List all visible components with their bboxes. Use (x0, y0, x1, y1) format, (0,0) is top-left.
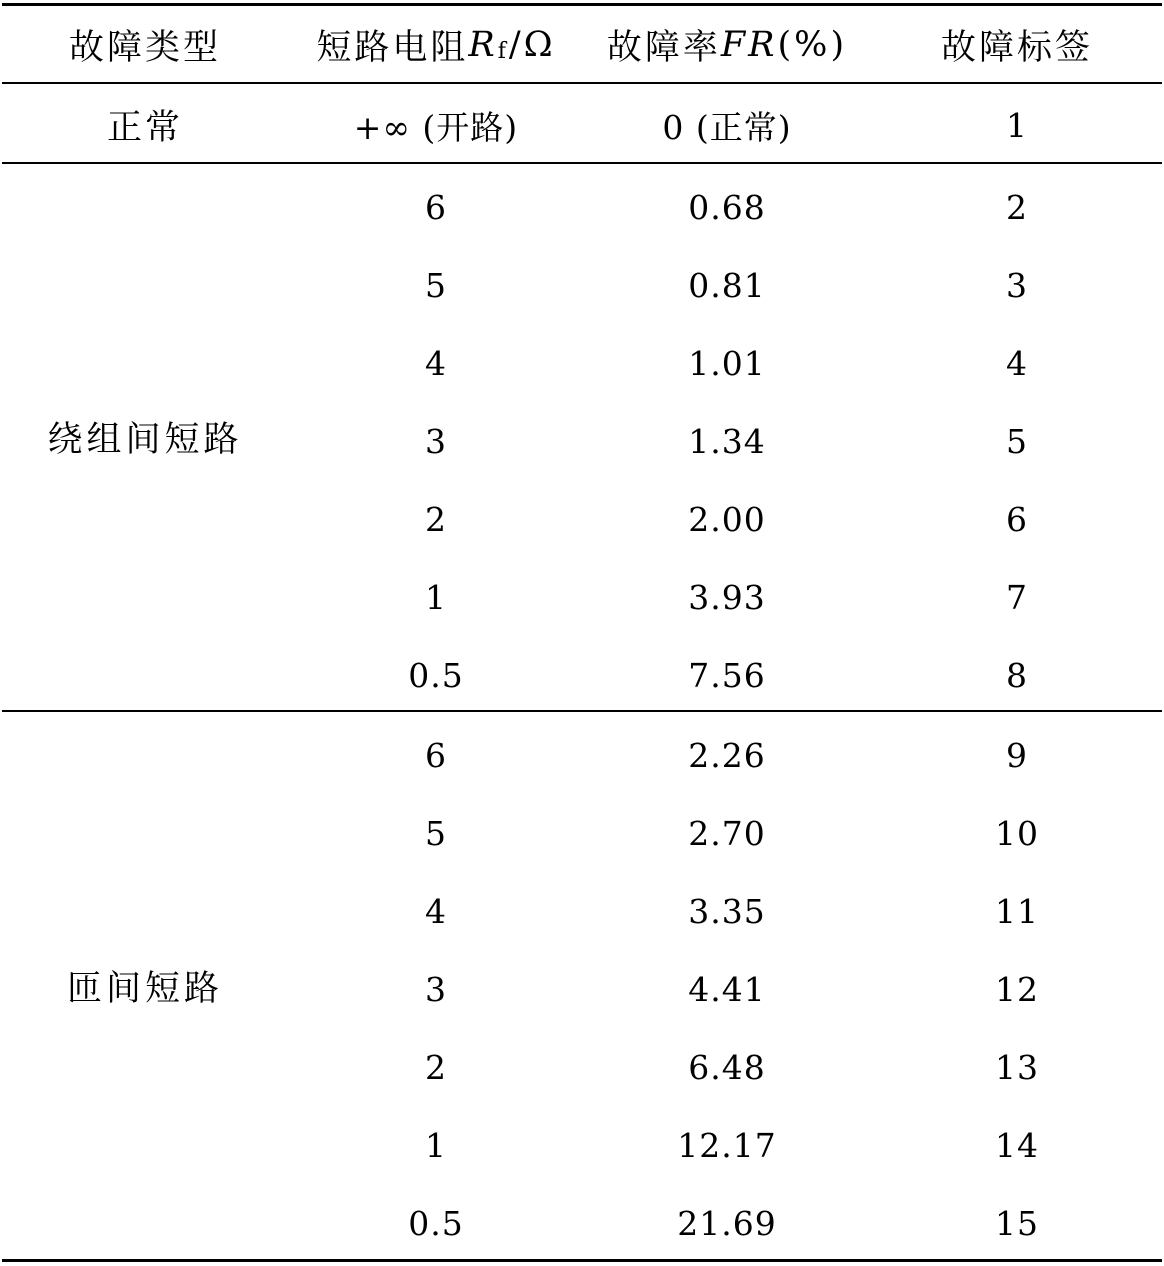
header-resistance-text: 短路电阻 (316, 28, 469, 68)
cell-text: 12.17 (677, 1125, 777, 1165)
header-fault-type (0, 6, 290, 84)
cell-text: 10 (995, 813, 1039, 853)
cell-text: 6 (425, 735, 447, 775)
group-label-turn-short (0, 712, 290, 1259)
g2-row1-label (872, 716, 1162, 794)
g1-row5-rate (582, 480, 872, 558)
cell-text: 1.01 (688, 343, 766, 383)
cell-text: 0.5 (408, 1203, 464, 1243)
cell-text: 0.68 (688, 187, 766, 227)
header-fault-type-text: 故障类型 (68, 28, 221, 68)
header-resistance-subscript: f (497, 38, 509, 64)
g2-row7-rate (582, 1184, 872, 1262)
normal-row-rate-text: 0 (正常) (662, 107, 792, 147)
cell-text: 4 (1006, 343, 1028, 383)
cell-text: 6 (425, 187, 447, 227)
cell-text: 3 (425, 969, 447, 1009)
g2-row3-rate (582, 872, 872, 950)
g1-row2-label (872, 246, 1162, 324)
g2-row5-resistance (290, 1028, 582, 1106)
cell-text: 5 (425, 265, 447, 305)
cell-text: 2 (1006, 187, 1028, 227)
cell-text: 6 (1006, 499, 1028, 539)
g2-row4-rate (582, 950, 872, 1028)
g1-row6-resistance (290, 558, 582, 636)
g1-row3-rate (582, 324, 872, 402)
cell-text: 21.69 (677, 1203, 777, 1243)
cell-text: 2 (425, 1047, 447, 1087)
g1-row5-resistance (290, 480, 582, 558)
normal-row-resistance (290, 86, 582, 164)
g2-row4-label (872, 950, 1162, 1028)
g2-row6-rate (582, 1106, 872, 1184)
normal-row-label (872, 86, 1162, 164)
header-rate-unit: (%) (777, 25, 848, 65)
cell-text: 7 (1006, 577, 1028, 617)
g2-row6-resistance (290, 1106, 582, 1184)
cell-text: 0.81 (688, 265, 766, 305)
cell-text: 3 (1006, 265, 1028, 305)
cell-text: 3 (425, 421, 447, 461)
cell-text: 1.34 (688, 421, 766, 461)
g2-row1-rate (582, 716, 872, 794)
cell-text: 15 (995, 1203, 1039, 1243)
header-rate-text: 故障率 (606, 28, 721, 68)
cell-text: 4 (425, 891, 447, 931)
cell-text: 2.26 (688, 735, 766, 775)
g1-row4-rate (582, 402, 872, 480)
g1-row1-label (872, 168, 1162, 246)
g1-row6-rate (582, 558, 872, 636)
g1-row2-rate (582, 246, 872, 324)
cell-text: 9 (1006, 735, 1028, 775)
normal-row-rate (582, 86, 872, 164)
cell-text: 5 (425, 813, 447, 853)
cell-text: 8 (1006, 655, 1028, 695)
g1-row6-label (872, 558, 1162, 636)
header-fault-label (872, 6, 1162, 84)
cell-text: 6.48 (688, 1047, 766, 1087)
cell-text: 11 (995, 891, 1039, 931)
g2-row1-resistance (290, 716, 582, 794)
cell-text: 5 (1006, 421, 1028, 461)
header-fault-rate (582, 6, 872, 84)
cell-text: 4.41 (688, 969, 766, 1009)
header-fault-label-text: 故障标签 (940, 28, 1093, 68)
normal-row-label-text: 1 (1006, 105, 1028, 145)
cell-text: 0.5 (408, 655, 464, 695)
g2-row5-label (872, 1028, 1162, 1106)
g2-row3-label (872, 872, 1162, 950)
g1-row1-resistance (290, 168, 582, 246)
g1-row4-label (872, 402, 1162, 480)
header-short-resistance (290, 6, 582, 84)
cell-text: 1 (425, 577, 447, 617)
g2-row7-label (872, 1184, 1162, 1262)
group-label-winding-short (0, 164, 290, 710)
g1-row3-label (872, 324, 1162, 402)
g1-row7-label (872, 636, 1162, 714)
g1-row7-resistance (290, 636, 582, 714)
g2-row6-label (872, 1106, 1162, 1184)
g2-row3-resistance (290, 872, 582, 950)
header-rate-symbol: FR (720, 25, 778, 65)
g2-row2-resistance (290, 794, 582, 872)
normal-row-type (0, 86, 290, 164)
cell-text: 1 (425, 1125, 447, 1165)
cell-text: 13 (995, 1047, 1039, 1087)
normal-row-type-text: 正常 (106, 108, 183, 148)
g1-row5-label (872, 480, 1162, 558)
g2-row5-rate (582, 1028, 872, 1106)
g1-row4-resistance (290, 402, 582, 480)
group-label-turn-short-text: 匝间短路 (66, 968, 223, 1009)
cell-text: 2.70 (688, 813, 766, 853)
cell-text: 2 (425, 499, 447, 539)
cell-text: 7.56 (688, 655, 766, 695)
cell-text: 3.35 (688, 891, 766, 931)
g1-row1-rate (582, 168, 872, 246)
g2-row2-label (872, 794, 1162, 872)
g2-row7-resistance (290, 1184, 582, 1262)
g1-row2-resistance (290, 246, 582, 324)
g1-row7-rate (582, 636, 872, 714)
cell-text: 12 (995, 969, 1039, 1009)
cell-text: 14 (995, 1125, 1039, 1165)
group-label-winding-short-text: 绕组间短路 (47, 420, 243, 460)
cell-text: 4 (425, 343, 447, 383)
g2-row2-rate (582, 794, 872, 872)
cell-text: 2.00 (688, 499, 766, 539)
normal-row-resistance-text: +∞ (开路) (353, 107, 519, 147)
header-resistance-symbol: R (468, 25, 498, 65)
g2-row4-resistance (290, 950, 582, 1028)
cell-text: 3.93 (688, 577, 766, 617)
header-resistance-unit: /Ω (508, 25, 556, 65)
g1-row3-resistance (290, 324, 582, 402)
